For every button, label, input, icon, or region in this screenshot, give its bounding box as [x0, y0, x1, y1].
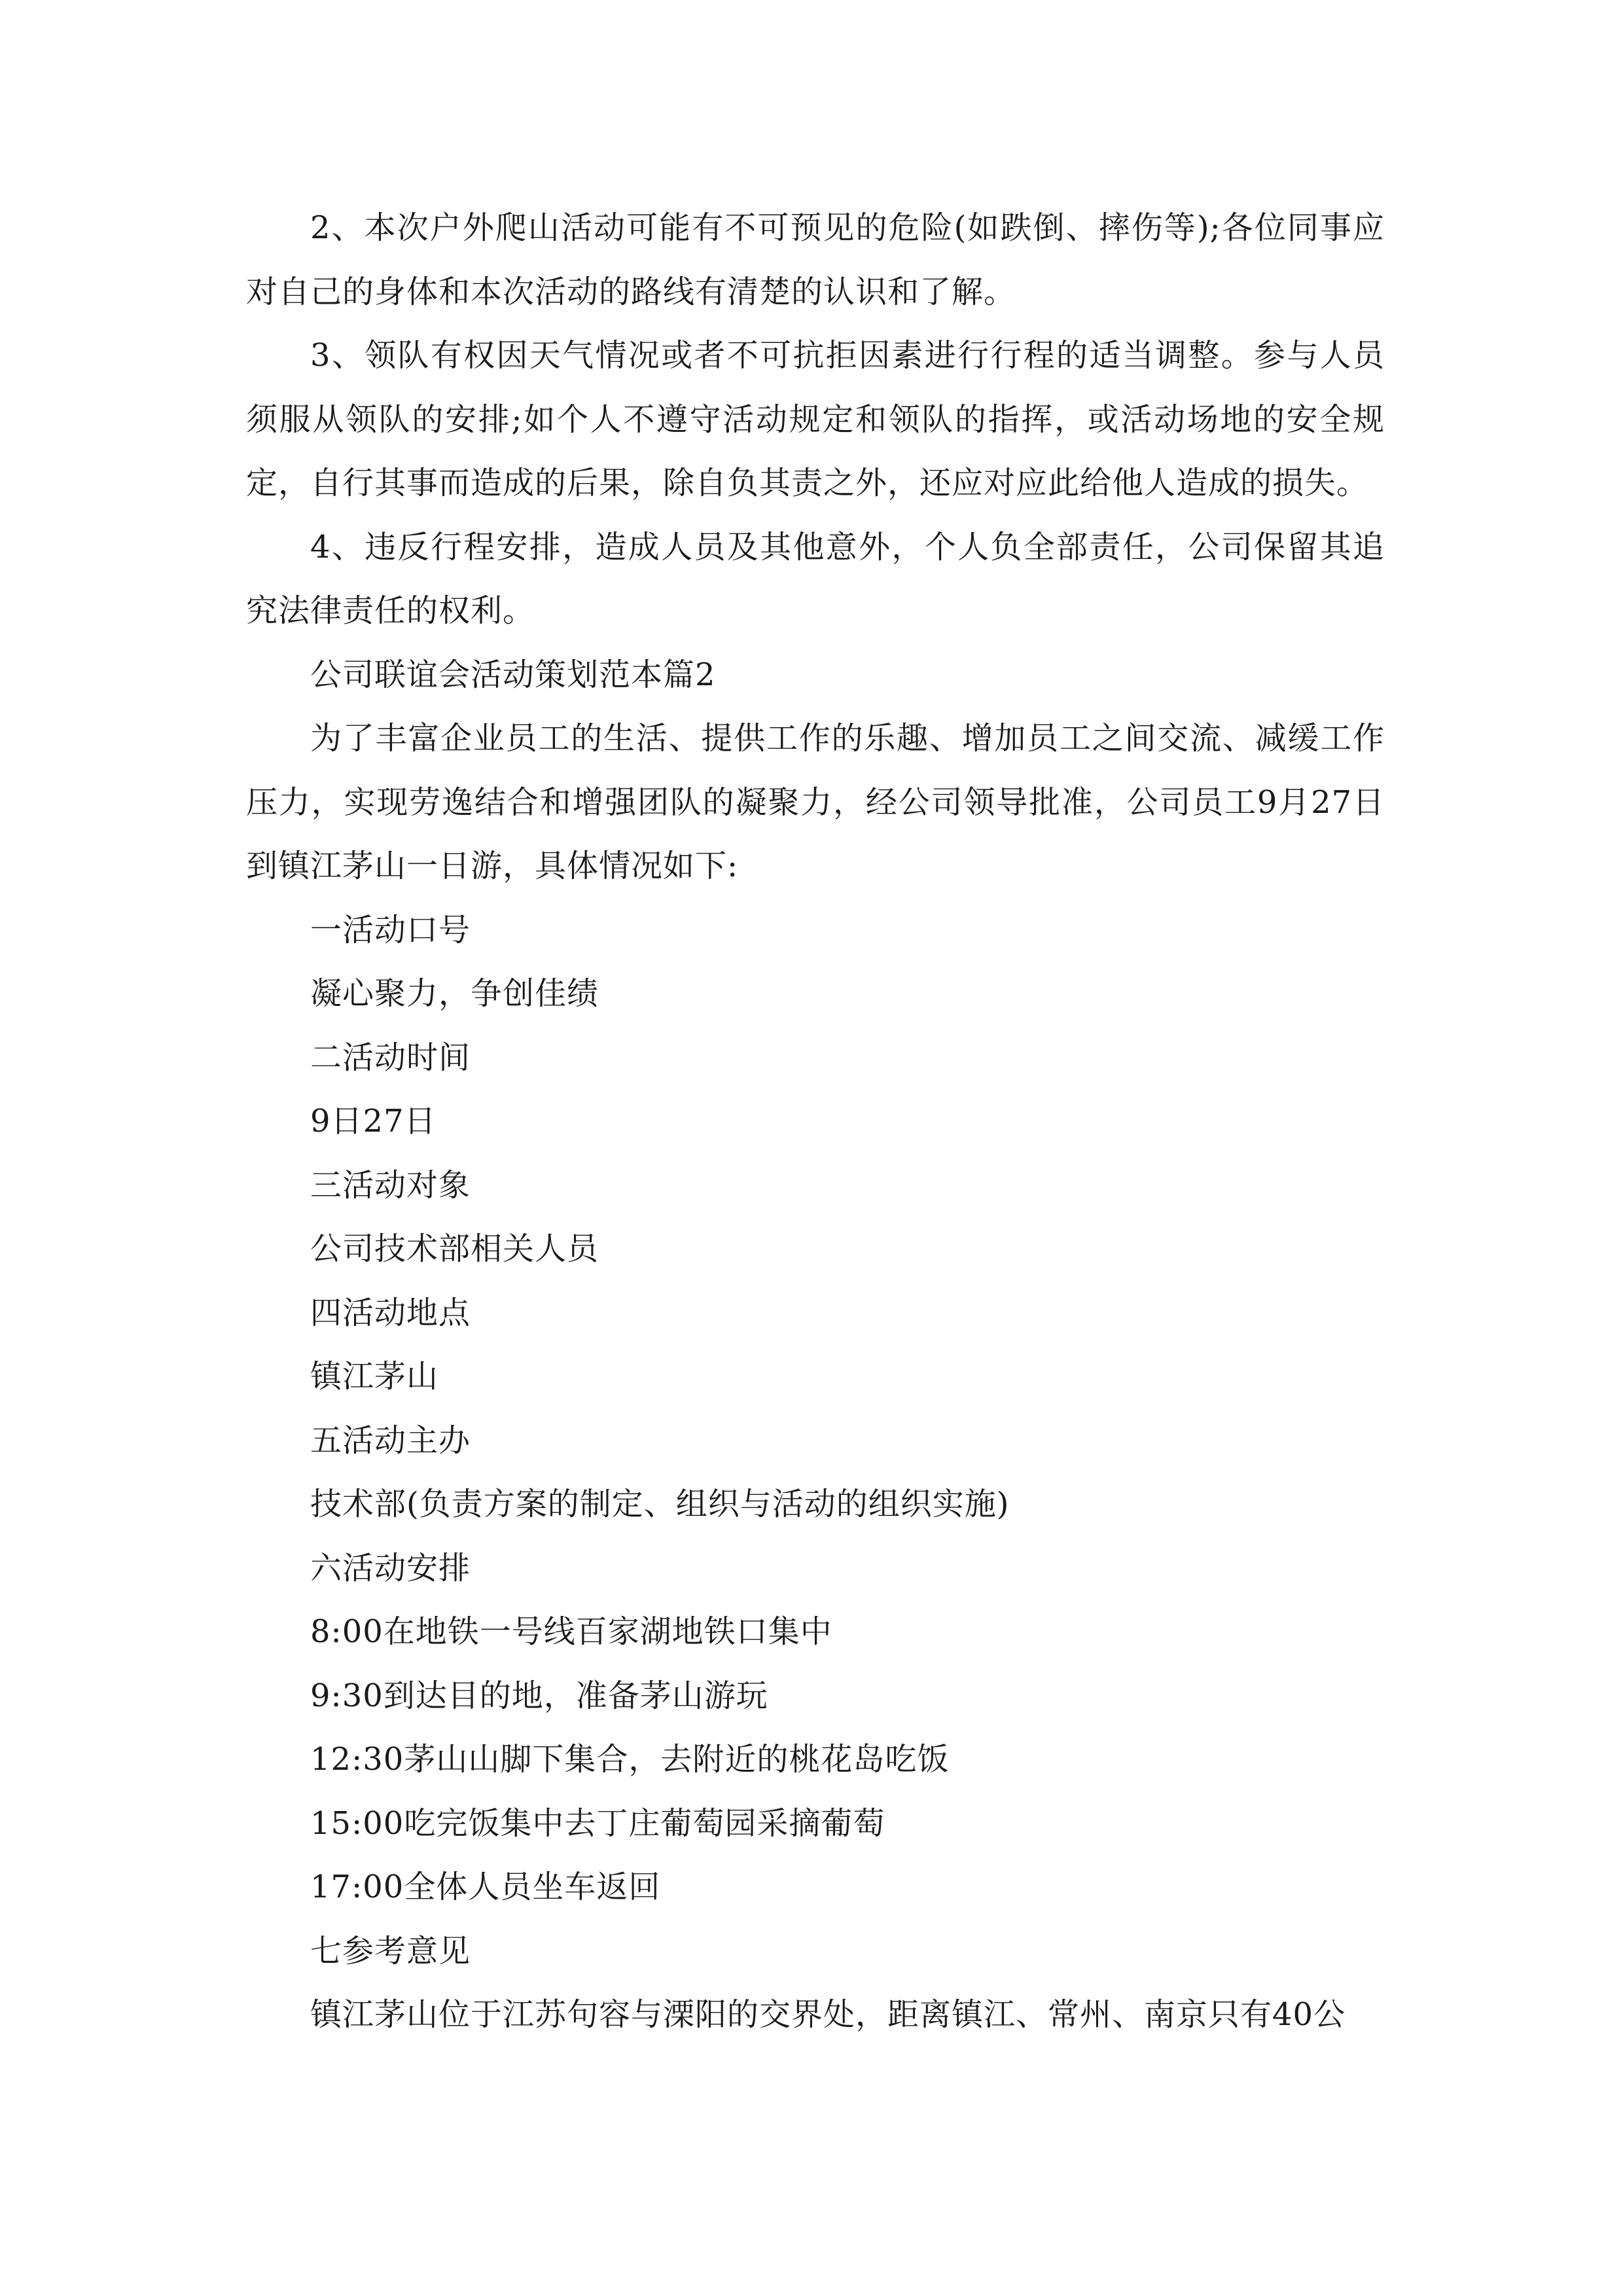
- schedule-item: 12:30茅山山脚下集合，去附近的桃花岛吃饭: [310, 1741, 950, 1778]
- schedule-item: 15:00吃完饭集中去丁庄葡萄园采摘葡萄: [310, 1804, 885, 1842]
- section-title: 公司联谊会活动策划范本篇2: [310, 656, 716, 693]
- heading-location: 四活动地点: [310, 1294, 471, 1331]
- schedule-item: 8:00在地铁一号线百家湖地铁口集中: [310, 1613, 832, 1650]
- location-text: 镇江茅山: [310, 1358, 439, 1395]
- paragraph-rule-2: 2、本次户外爬山活动可能有不可预见的危险(如跌倒、摔伤等);各位同事应对自己的身体和本次活动的路线有清楚的认识和了解。: [246, 209, 1385, 310]
- heading-reference: 七参考意见: [310, 1932, 471, 1969]
- heading-participants: 三活动对象: [310, 1166, 471, 1204]
- slogan-text: 凝心聚力，争创佳绩: [310, 975, 599, 1012]
- schedule-item: 17:00全体人员坐车返回: [310, 1869, 661, 1905]
- paragraph-rule-4: 4、违反行程安排，造成人员及其他意外，个人负全部责任，公司保留其追究法律责任的权利。: [246, 528, 1385, 629]
- participants-text: 公司技术部相关人员: [310, 1230, 599, 1267]
- organizer-text: 技术部(负责方案的制定、组织与活动的组织实施): [310, 1486, 1010, 1522]
- time-text: 9日27日: [310, 1103, 437, 1139]
- schedule-item: 9:30到达目的地，准备茅山游玩: [310, 1677, 768, 1714]
- paragraph-rule-3: 3、领队有权因天气情况或者不可抗拒因素进行行程的适当调整。参与人员须服从领队的安排;如个人不遵守活动规定和领队的指挥，或活动场地的安全规定，自行其事而造成的后果，除自负其责之外，还应对应此给他人造成的损失。: [246, 337, 1385, 501]
- intro-paragraph: 为了丰富企业员工的生活、提供工作的乐趣、增加员工之间交流、减缓工作压力，实现劳逸结合和增强团队的凝聚力，经公司领导批准，公司员工9月27日到镇江茅山一日游，具体情况如下:: [246, 720, 1385, 884]
- heading-time: 二活动时间: [310, 1039, 471, 1076]
- heading-slogan: 一活动口号: [310, 911, 471, 948]
- document-body: [246, 196, 1385, 2047]
- heading-organizer: 五活动主办: [310, 1422, 471, 1459]
- heading-schedule: 六活动安排: [310, 1549, 471, 1587]
- last-paragraph: 镇江茅山位于江苏句容与溧阳的交界处，距离镇江、常州、南京只有40公: [310, 1996, 1346, 2033]
